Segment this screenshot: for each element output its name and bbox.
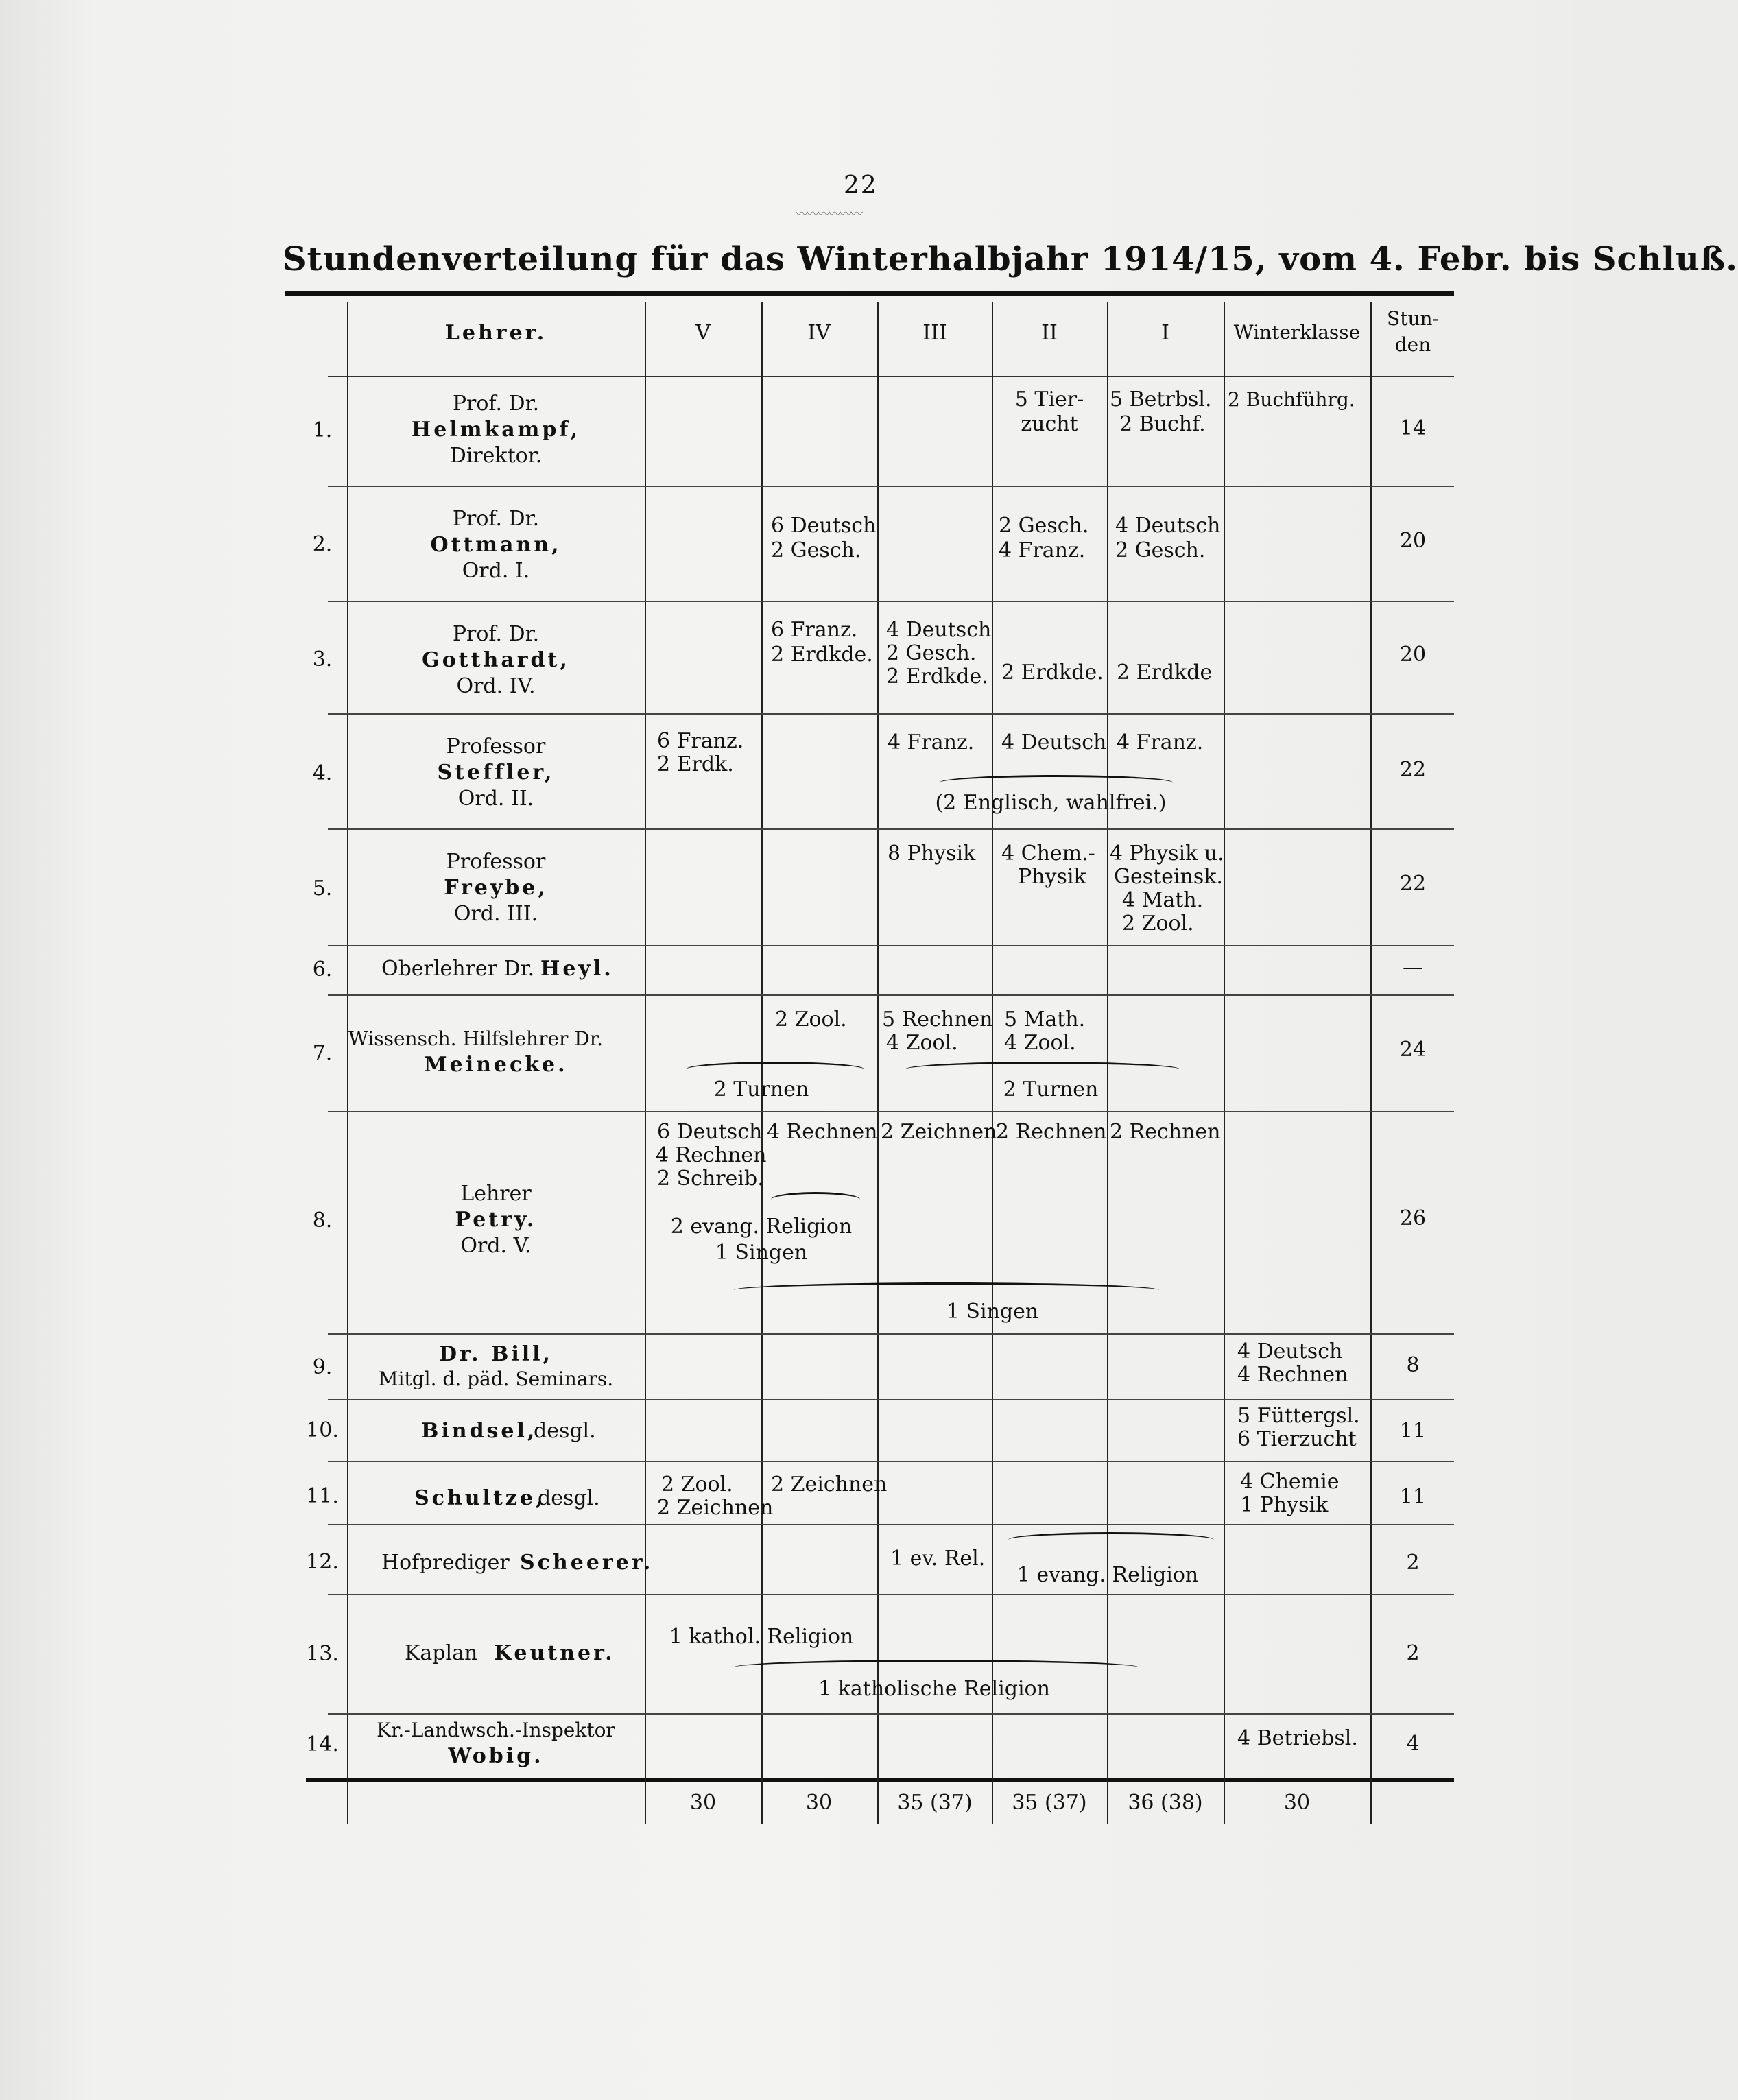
row-line bbox=[328, 601, 1454, 602]
col-line bbox=[1224, 302, 1225, 1824]
cell: Gesteinsk. bbox=[1114, 865, 1223, 889]
total-hours: 26 bbox=[1399, 1206, 1427, 1230]
cell: 4 Deutsch bbox=[1115, 514, 1221, 538]
cell: 2 Erdkde bbox=[1117, 660, 1213, 684]
cell: 2 Gesch. bbox=[999, 514, 1089, 538]
span-brace bbox=[940, 775, 1173, 783]
cell: zucht bbox=[1021, 412, 1078, 436]
cell: 2 Gesch. bbox=[771, 538, 861, 562]
row-number: 11. bbox=[306, 1484, 339, 1508]
row-number: 6. bbox=[312, 957, 333, 981]
span-brace bbox=[686, 1062, 864, 1069]
span-brace bbox=[771, 1192, 860, 1200]
col-line bbox=[877, 302, 879, 1824]
cell: 2 Gesch. bbox=[1115, 538, 1206, 562]
cell: 4 Physik u. bbox=[1110, 842, 1224, 866]
cell: 6 Deutsch bbox=[771, 514, 877, 538]
total-class-i: 36 (38) bbox=[1128, 1791, 1203, 1815]
row-line bbox=[328, 486, 1454, 487]
teacher-name: Helmkampf, bbox=[411, 418, 581, 442]
row-line bbox=[328, 1111, 1454, 1112]
span-brace bbox=[1008, 1532, 1214, 1540]
teacher-role: Ord. V. bbox=[460, 1234, 532, 1258]
teacher-name: Steffler, bbox=[437, 761, 555, 785]
row-line bbox=[328, 945, 1454, 946]
teacher-title: Hofprediger bbox=[381, 1551, 510, 1575]
cell: 4 Betriebsl. bbox=[1237, 1726, 1358, 1750]
teacher-role: Ord. II. bbox=[457, 787, 534, 811]
span-text: 2 Turnen bbox=[1003, 1077, 1099, 1101]
teacher-name: Meinecke. bbox=[424, 1053, 568, 1077]
page-number-ornament: 〰〰〰〰〰〰 bbox=[796, 207, 861, 222]
header-lehrer: Lehrer. bbox=[444, 321, 547, 345]
row-line bbox=[328, 1594, 1454, 1595]
cell: 6 Deutsch bbox=[657, 1120, 763, 1144]
teacher-title: Prof. Dr. bbox=[452, 622, 540, 646]
total-hours: 22 bbox=[1399, 758, 1427, 782]
header-winterklasse: Winterklasse bbox=[1233, 321, 1361, 344]
cell: 2 Erdk. bbox=[657, 752, 734, 776]
row-number: 1. bbox=[312, 418, 333, 442]
span-brace bbox=[734, 1660, 1139, 1667]
total-hours: 20 bbox=[1399, 529, 1427, 553]
cell: 4 Deutsch bbox=[1001, 730, 1107, 754]
teacher-title: Kaplan bbox=[405, 1641, 478, 1665]
row-line bbox=[328, 1713, 1454, 1715]
span-text: 1 Singen bbox=[715, 1241, 808, 1265]
row-number: 9. bbox=[312, 1355, 333, 1379]
cell: 2 Erdkde. bbox=[886, 665, 988, 689]
header-class-iii: III bbox=[922, 321, 947, 345]
cell: 4 Chemie bbox=[1240, 1470, 1340, 1494]
span-text: 1 katholische Religion bbox=[818, 1677, 1050, 1701]
row-number: 8. bbox=[312, 1208, 333, 1232]
cell: 2 Gesch. bbox=[886, 641, 977, 665]
teacher-name: Gotthardt, bbox=[422, 648, 570, 672]
row-line bbox=[328, 1524, 1454, 1525]
header-class-i: I bbox=[1161, 321, 1169, 345]
row-line bbox=[328, 994, 1454, 996]
cell: 6 Franz. bbox=[657, 729, 744, 753]
cell: 2 Zeichnen bbox=[771, 1472, 888, 1496]
cell: 8 Physik bbox=[888, 842, 976, 866]
cell: 5 Betrbsl. bbox=[1110, 387, 1212, 411]
header-class-v: V bbox=[695, 321, 711, 345]
row-line bbox=[328, 1461, 1454, 1462]
row-number: 4. bbox=[312, 761, 333, 785]
total-winterklasse: 30 bbox=[1283, 1791, 1311, 1815]
page-number: 22 bbox=[844, 171, 878, 200]
header-class-ii: II bbox=[1041, 321, 1058, 345]
bottom-rule bbox=[306, 1778, 1454, 1782]
cell: 6 Tierzucht bbox=[1237, 1427, 1357, 1451]
cell: 4 Deutsch bbox=[886, 618, 992, 642]
teacher-name: Freybe, bbox=[444, 876, 548, 900]
total-class-iii: 35 (37) bbox=[897, 1791, 973, 1815]
total-class-ii: 35 (37) bbox=[1012, 1791, 1087, 1815]
cell: 2 Zool. bbox=[775, 1007, 847, 1031]
teacher-name: Ottmann, bbox=[430, 533, 562, 557]
cell: 2 Rechnen bbox=[996, 1120, 1107, 1144]
span-text: 2 Turnen bbox=[713, 1077, 809, 1101]
row-number: 10. bbox=[306, 1418, 339, 1442]
total-hours: — bbox=[1403, 955, 1423, 979]
teacher-role: Ord. I. bbox=[462, 559, 530, 583]
header-class-iv: IV bbox=[807, 321, 831, 345]
header-stunden-2: den bbox=[1394, 333, 1431, 356]
row-line bbox=[328, 1399, 1454, 1400]
cell: 5 Rechnen bbox=[882, 1007, 993, 1031]
span-text: 2 evang. Religion bbox=[670, 1215, 853, 1239]
row-line bbox=[328, 1333, 1454, 1335]
total-hours: 11 bbox=[1399, 1485, 1427, 1509]
teacher-role: Direktor. bbox=[449, 444, 543, 468]
header-stunden-1: Stun- bbox=[1387, 307, 1439, 330]
span-text: 1 evang. Religion bbox=[1016, 1563, 1199, 1587]
total-hours: 2 bbox=[1406, 1641, 1420, 1665]
cell: 4 Franz. bbox=[888, 730, 975, 754]
teacher-title: Prof. Dr. bbox=[452, 507, 540, 531]
cell: 4 Franz. bbox=[1117, 730, 1204, 754]
span-brace bbox=[734, 1282, 1159, 1290]
cell: 2 Zeichnen bbox=[657, 1496, 774, 1520]
teacher-title: Professor bbox=[446, 735, 546, 759]
total-class-iv: 30 bbox=[805, 1791, 833, 1815]
cell: 2 Buchführg. bbox=[1228, 388, 1355, 411]
teacher-title: Oberlehrer Dr. bbox=[381, 957, 535, 981]
top-rule bbox=[285, 291, 1454, 296]
cell: 1 ev. Rel. bbox=[890, 1547, 986, 1571]
teacher-name: Bindsel, bbox=[421, 1419, 538, 1443]
row-line bbox=[328, 828, 1454, 830]
teacher-role: Ord. IV. bbox=[456, 674, 536, 698]
cell: 2 Erdkde. bbox=[1001, 660, 1104, 684]
cell: 2 Erdkde. bbox=[771, 643, 873, 667]
total-class-v: 30 bbox=[689, 1791, 717, 1815]
cell: 4 Math. bbox=[1122, 888, 1204, 912]
row-number: 5. bbox=[312, 876, 333, 900]
total-hours: 4 bbox=[1406, 1732, 1420, 1756]
cell: 2 Schreib. bbox=[657, 1167, 764, 1191]
span-text: 1 Singen bbox=[946, 1300, 1039, 1324]
cell: 4 Zool. bbox=[1004, 1031, 1076, 1055]
total-hours: 2 bbox=[1406, 1551, 1420, 1575]
total-hours: 20 bbox=[1399, 643, 1427, 667]
row-number: 14. bbox=[306, 1732, 339, 1756]
row-number: 13. bbox=[306, 1642, 339, 1666]
teacher-name: Heyl. bbox=[540, 957, 614, 981]
span-text: (2 Englisch, wahlfrei.) bbox=[935, 791, 1167, 815]
cell: 5 Füttergsl. bbox=[1237, 1404, 1360, 1428]
teacher-title: Kr.-Landwsch.-Inspektor bbox=[377, 1719, 615, 1741]
row-number: 2. bbox=[312, 532, 333, 556]
cell: 4 Franz. bbox=[999, 538, 1086, 562]
teacher-role: Ord. III. bbox=[453, 902, 538, 926]
teacher-name: Dr. Bill, bbox=[439, 1342, 553, 1366]
row-number: 7. bbox=[312, 1041, 333, 1065]
cell: 4 Zool. bbox=[886, 1031, 958, 1055]
span-brace bbox=[905, 1062, 1180, 1069]
total-hours: 8 bbox=[1406, 1353, 1420, 1377]
cell: 2 Rechnen bbox=[1110, 1120, 1221, 1144]
teacher-name: Petry. bbox=[455, 1208, 537, 1232]
teacher-role: desgl. bbox=[538, 1486, 600, 1510]
cell: 4 Rechnen bbox=[1237, 1363, 1348, 1387]
span-text: 1 kathol. Religion bbox=[669, 1625, 854, 1649]
teacher-name: Schultze, bbox=[414, 1486, 546, 1510]
cell: 5 Math. bbox=[1004, 1007, 1086, 1031]
total-hours: 22 bbox=[1399, 872, 1427, 896]
cell: 4 Rechnen bbox=[656, 1143, 767, 1167]
teacher-name: Scheerer. bbox=[520, 1551, 654, 1575]
teacher-name: Wobig. bbox=[448, 1744, 544, 1768]
teacher-title: Professor bbox=[446, 850, 546, 874]
cell: Physik bbox=[1018, 865, 1086, 889]
teacher-role: desgl. bbox=[534, 1419, 596, 1443]
row-line bbox=[328, 713, 1454, 715]
cell: 2 Zool. bbox=[1122, 911, 1194, 935]
cell: 2 Buchf. bbox=[1119, 412, 1206, 436]
cell: 6 Franz. bbox=[771, 618, 858, 642]
teacher-title: Prof. Dr. bbox=[452, 392, 540, 416]
col-line bbox=[645, 302, 646, 1824]
cell: 4 Rechnen bbox=[767, 1120, 878, 1144]
cell: 5 Tier- bbox=[1014, 387, 1084, 411]
cell: 2 Zool. bbox=[661, 1472, 733, 1496]
cell: 4 Chem.- bbox=[1001, 842, 1095, 866]
teacher-title: Lehrer bbox=[460, 1182, 532, 1206]
total-hours: 24 bbox=[1399, 1038, 1427, 1062]
cell: 2 Zeichnen bbox=[881, 1120, 997, 1144]
teacher-title: Wissensch. Hilfslehrer Dr. bbox=[348, 1027, 603, 1050]
row-number: 12. bbox=[306, 1550, 339, 1574]
total-hours: 14 bbox=[1399, 416, 1427, 440]
total-hours: 11 bbox=[1399, 1419, 1427, 1443]
header-rule bbox=[328, 376, 1454, 377]
cell: 1 Physik bbox=[1240, 1493, 1329, 1517]
row-number: 3. bbox=[312, 647, 333, 671]
cell: 4 Deutsch bbox=[1237, 1339, 1343, 1363]
teacher-role: Mitgl. d. päd. Seminars. bbox=[378, 1368, 614, 1390]
teacher-name: Keutner. bbox=[494, 1641, 615, 1665]
page-title: Stundenverteilung für das Winterhalbjahr 1914/15, vom 4. Febr. bis Schluß. bbox=[283, 240, 1738, 278]
